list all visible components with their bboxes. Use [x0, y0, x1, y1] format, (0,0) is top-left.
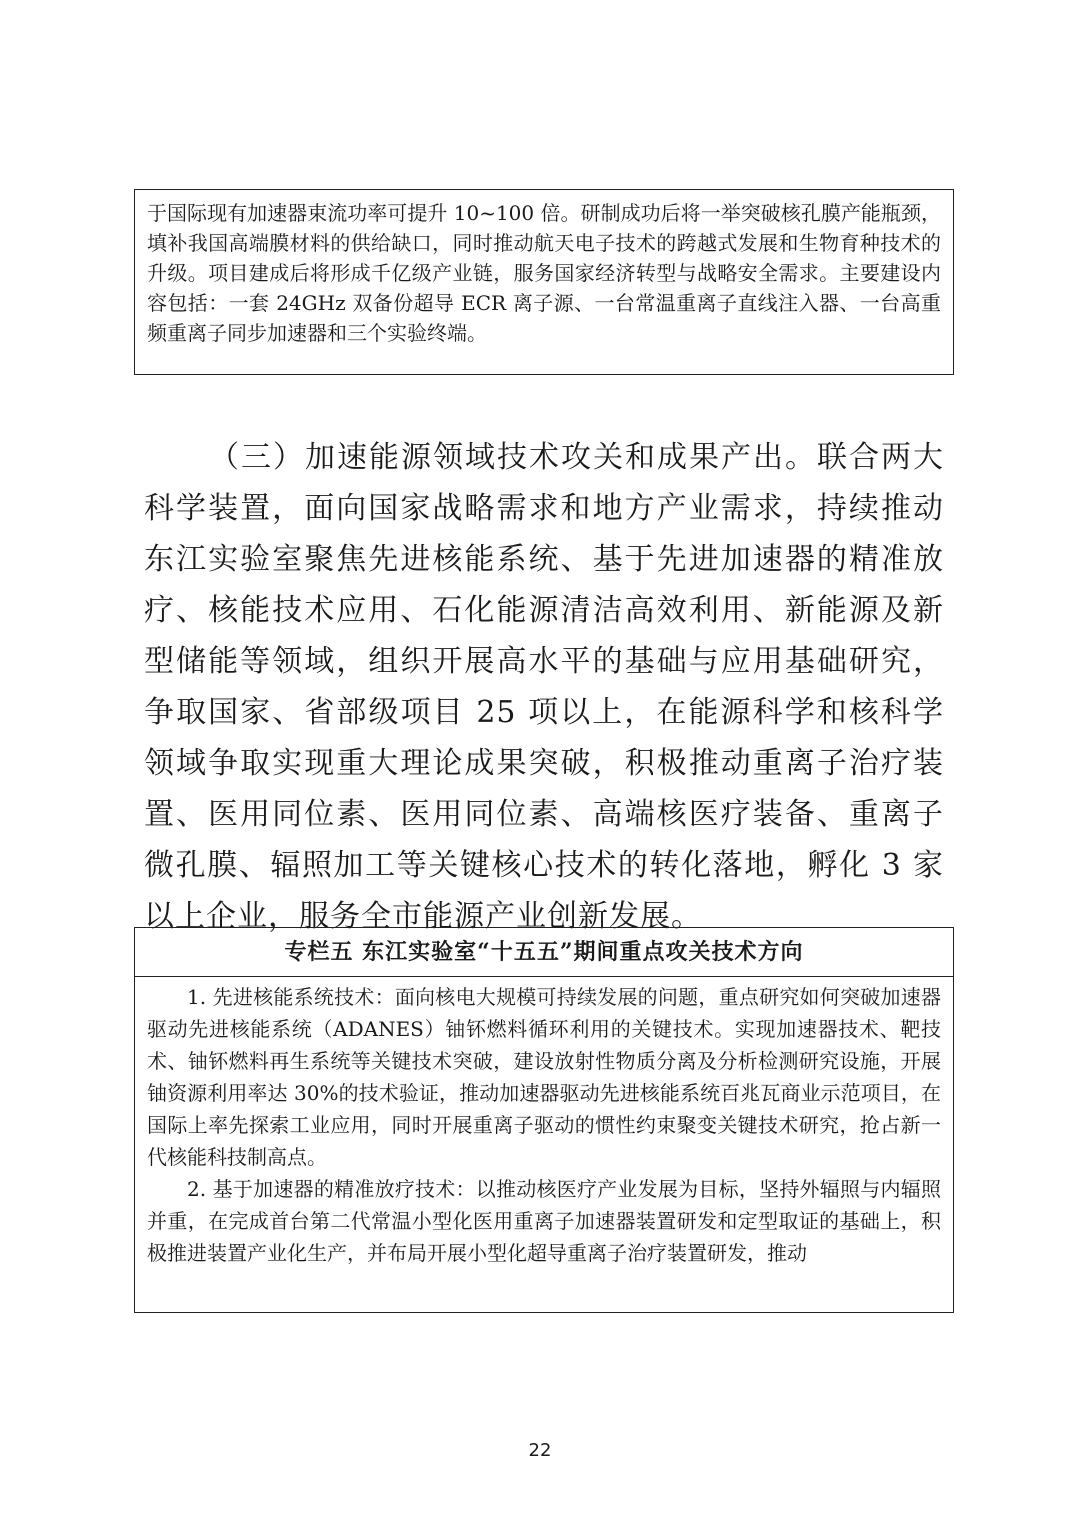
- continued-text-box: [134, 189, 954, 375]
- main-paragraph-text: （三）加速能源领域技术攻关和成果产出。联合两大科学装置，面向国家战略需求和地方产业需求，持续推动东江实验室聚焦先进核能系统、基于先进加速器的精准放疗、核能技术应用、石化能源清洁高效利用、新能源及新型储能等领域，组织开展高水平的基础与应用基础研究，争取国家、省部级项目 25 项以上，在能源科学和核科学领域争取实现重大理论成果突破，积极推动重离子治疗装置、医用同位素、医用同位素、高端核医疗装备、重离子微孔膜、辐照加工等关键核心技术的转化落地，孵化 3 家以上企业，服务全市能源产业创新发展。: [144, 440, 944, 934]
- column-box: [134, 927, 954, 1313]
- column-box-title: 专栏五 东江实验室“十五五”期间重点攻关技术方向: [135, 928, 953, 977]
- column-item: [147, 981, 941, 1173]
- page-number: 22: [528, 1440, 552, 1461]
- continued-box-text: 于国际现有加速器束流功率可提升 10~100 倍。研制成功后将一举突破核孔膜产能瓶颈，填补我国高端膜材料的供给缺口，同时推动航天电子技术的跨越式发展和生物育种技术的升级。项目建成后将形成千亿级产业链，服务国家经济转型与战略安全需求。主要建设内容包括：一套 24GHz 双备份超导 ECR 离子源、一台常温重离子直线注入器、一台高重频重离子同步加速器和三个实验终端。: [147, 201, 941, 345]
- column-item-text: 2. 基于加速器的精准放疗技术：以推动核医疗产业发展为目标，坚持外辐照与内辐照并重，在完成首台第二代常温小型化医用重离子加速器装置研发和定型取证的基础上，积极推进装置产业化生产，并布局开展小型化超导重离子治疗装置研发，推动: [147, 1177, 941, 1265]
- column-box-body: [135, 977, 953, 1269]
- column-item-text: 1. 先进核能系统技术：面向核电大规模可持续发展的问题，重点研究如何突破加速器驱动先进核能系统（ADANES）铀钚燃料循环利用的关键技术。实现加速器技术、靶技术、铀钚燃料再生系统等关键技术突破，建设放射性物质分离及分析检测研究设施，开展铀资源利用率达 30%的技术验证，推动加速器驱动先进核能系统百兆瓦商业示范项目，在国际上率先探索工业应用，同时开展重离子驱动的惯性约束聚变关键技术研究，抢占新一代核能科技制高点。: [147, 985, 941, 1169]
- column-item: [147, 1173, 941, 1269]
- main-paragraph: [144, 432, 944, 942]
